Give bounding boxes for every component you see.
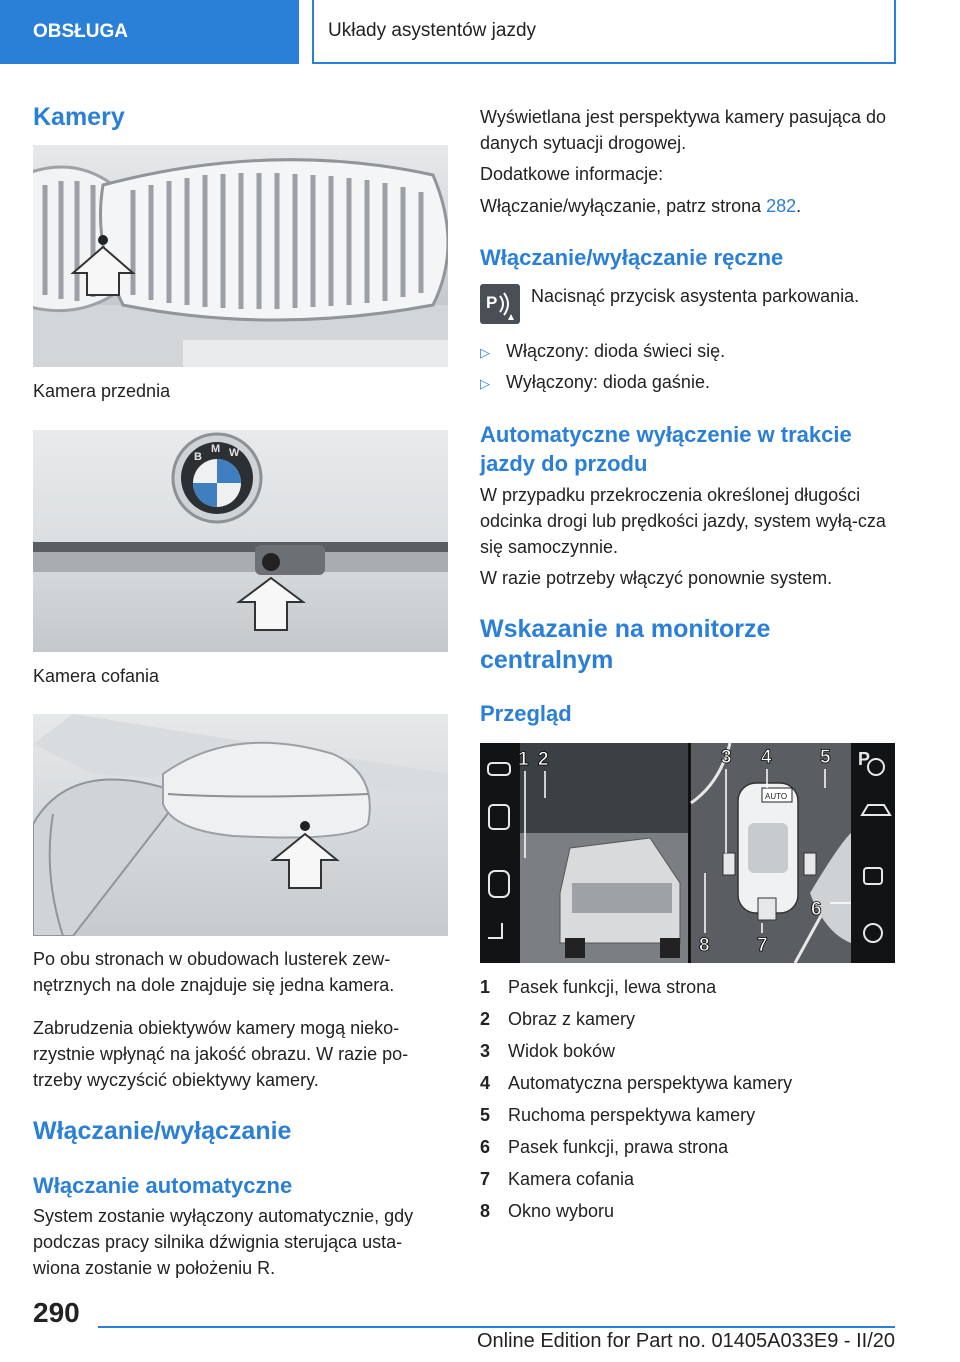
front-camera-image [33,145,448,367]
heading-cameras: Kamery [33,103,125,131]
legend-text: Obraz z kamery [508,1009,636,1029]
page-number: 290 [33,1297,80,1328]
legend-number: 2 [480,1009,491,1029]
list-item [480,1038,895,1070]
list-item [480,1070,895,1102]
legend-number: 4 [480,1073,491,1093]
legend-number: 7 [480,1169,491,1189]
callout-3: 3 [721,747,732,768]
mirror-camera-image [33,714,448,936]
screen-auto-label: AUTO [765,792,788,801]
heading-on-off: Włączanie/wyłączanie [33,1117,292,1145]
list-item [480,1102,895,1134]
para-auto-on: System zostanie wyłączony automatycznie, gdy podczas pracy silnika dźwignia sterująca usta-wiona zostanie w położeniu R. [33,1206,414,1278]
bmw-letter-m: M [211,443,221,455]
legend-text: Pasek funkcji, lewa strona [508,977,717,997]
bullet-triangle-icon: ▷ [480,345,490,360]
caption-front-camera: Kamera przednia [33,381,171,401]
ref-page-link[interactable]: 282 [766,196,797,216]
list-item [480,1134,895,1166]
heading-auto-off: Automatyczne wyłączenie w trakcie jazdy do przodu [480,422,852,476]
para-reenable: W razie potrzeby włączyć ponownie system. [480,568,833,588]
legend-number: 8 [480,1201,491,1221]
para-mirror-cameras: Po obu stronach w obudowach lusterek zew-nętrznych na dole znajduje się jedna kamera. [33,949,395,995]
central-monitor-image [480,743,895,963]
callout-4: 4 [761,747,772,768]
bullet-triangle-icon: ▷ [480,376,490,391]
legend-number: 5 [480,1105,491,1125]
legend-text: Pasek funkcji, prawa strona [508,1137,729,1157]
legend-number: 1 [480,977,491,997]
bmw-letter-b: B [194,451,202,463]
button-instruction: Nacisnąć przycisk asystenta parkowania. [531,286,860,306]
rear-camera-image [33,430,448,652]
ref-end: . [796,196,802,216]
list-item [480,1166,895,1198]
more-info: Dodatkowe informacje: [480,164,664,184]
legend-text: Widok boków [508,1041,616,1061]
callout-2: 2 [538,749,549,770]
parking-assistant-button-icon [480,284,520,324]
svg-text:P: P [486,293,498,312]
heading-auto-on: Włączanie automatyczne [33,1173,293,1198]
bullet-on [480,338,725,366]
legend-number: 6 [480,1137,491,1157]
ref-text: Włączanie/wyłączanie, patrz strona [480,196,767,216]
heading-overview: Przegląd [480,701,572,726]
legend-text: Ruchoma perspektywa kamery [508,1105,756,1125]
list-item [480,1198,895,1230]
list-item [480,1006,895,1038]
legend-list [480,974,895,1230]
bmw-letter-w: W [229,447,240,459]
callout-6: 6 [811,899,822,920]
callout-7: 7 [757,935,768,956]
footer-edition: Online Edition for Part no. 01405A033E9 - II/20 [476,1330,895,1352]
heading-monitor: Wskazanie na monitorze centralnym [480,615,771,674]
svg-text:P: P [858,749,871,769]
legend-text: Okno wyboru [508,1201,615,1221]
bullet-off-text: Wyłączony: dioda gaśnie. [506,372,710,392]
heading-manual: Włączanie/wyłączanie ręczne [480,245,784,270]
legend-text: Automatyczna perspektywa kamery [508,1073,793,1093]
page-title: Układy asystentów jazdy [312,0,896,64]
footer-divider [98,1326,895,1328]
section-tab: OBSŁUGA [0,0,299,64]
callout-1: 1 [518,749,529,770]
page-reference [480,193,801,219]
bullet-on-text: Włączony: dioda świeci się. [506,341,726,361]
callout-8: 8 [699,935,710,956]
list-item [480,974,895,1006]
caption-rear-camera: Kamera cofania [33,666,160,686]
bullet-off [480,369,710,397]
para-auto-off: W przypadku przekroczenia określonej długości odcinka drogi lub prędkości jazdy, system wyłą-cza się samoczynnie. [480,485,886,557]
legend-number: 3 [480,1041,491,1061]
para-view: Wyświetlana jest perspektywa kamery pasująca do danych sytuacji drogowej. [480,107,887,153]
callout-5: 5 [820,747,831,768]
legend-text: Kamera cofania [508,1169,635,1189]
para-dirt: Zabrudzenia obiektywów kamery mogą nieko-rzystnie wpłynąć na jakość obrazu. W razie po-trzeby wyczyścić obiektywy kamery. [33,1018,409,1090]
